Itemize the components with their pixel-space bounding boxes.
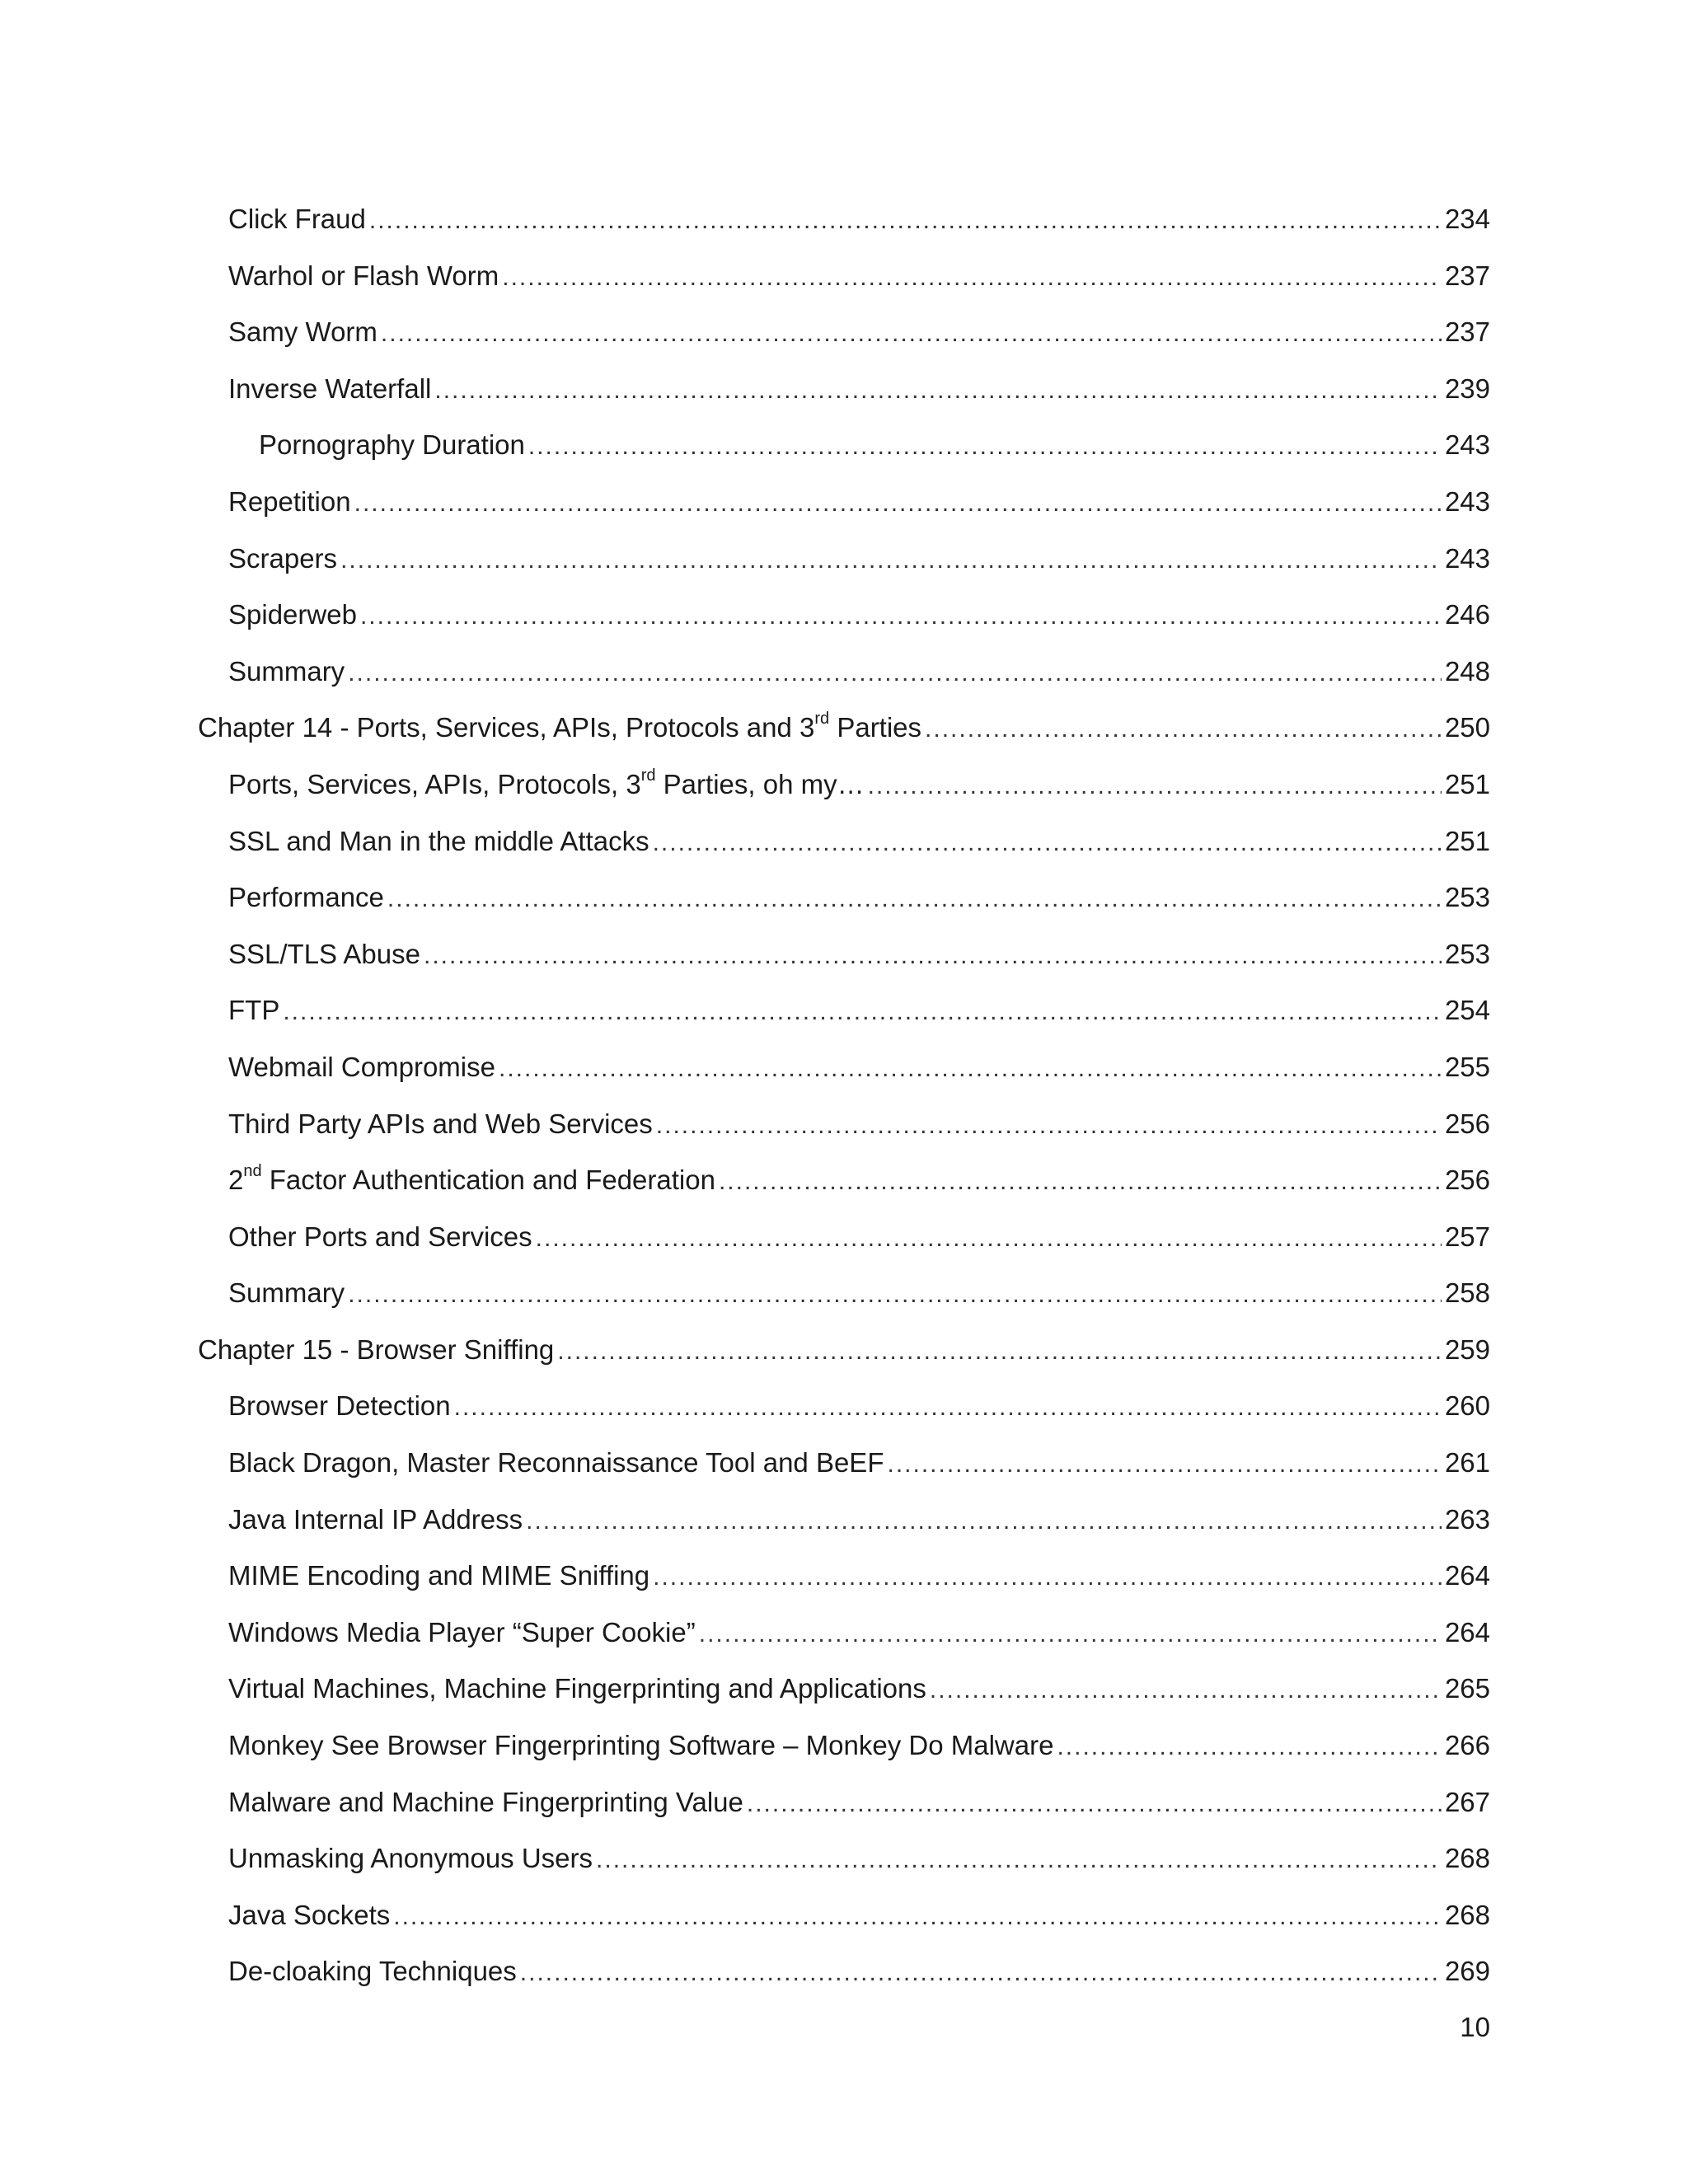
toc-entry-title-text: De-cloaking Techniques <box>228 1956 517 1987</box>
dot-leader <box>434 363 1442 419</box>
toc-entry-title-text: Malware and Machine Fingerprinting Value <box>228 1786 743 1817</box>
toc-entry-page-number: 250 <box>1444 712 1490 743</box>
toc-entry-title-text: Java Sockets <box>228 1899 391 1930</box>
toc-entry-page-number: 237 <box>1444 260 1490 291</box>
toc-entry-title <box>228 191 369 248</box>
toc-entry-page-number: 268 <box>1444 1899 1490 1930</box>
toc-entry-superscript: rd <box>814 710 830 729</box>
dot-leader <box>348 1267 1442 1324</box>
dot-leader <box>653 815 1442 872</box>
toc-entry-title <box>228 1378 454 1435</box>
toc-entry-title-text: Chapter 15 - Browser Sniffing <box>198 1333 555 1365</box>
toc-entry-title-text: Monkey See Browser Fingerprinting Software – Monkey Do Malware <box>228 1730 1054 1761</box>
dot-leader <box>653 1549 1442 1606</box>
toc-entry-page-number: 256 <box>1444 1108 1490 1139</box>
dot-leader <box>719 1154 1442 1211</box>
toc-entry[interactable] <box>198 982 1490 1039</box>
toc-chapter-entry[interactable] <box>198 700 1490 757</box>
toc-entry-page-number: 243 <box>1444 485 1490 517</box>
toc-entry[interactable] <box>198 361 1490 418</box>
dot-leader <box>381 306 1442 363</box>
toc-entry[interactable] <box>198 757 1490 813</box>
toc-entry-page-number: 256 <box>1444 1165 1490 1196</box>
toc-entry[interactable] <box>198 1887 1490 1944</box>
dot-leader <box>656 1098 1442 1155</box>
toc-entry-page-number: 237 <box>1444 316 1490 348</box>
toc-entry-page-number: 261 <box>1444 1447 1490 1479</box>
toc-entry-title-text: Summary <box>228 1277 345 1309</box>
toc-entry-title-text: Click Fraud <box>228 204 366 234</box>
toc-entry-title-text: Samy Worm <box>228 316 377 348</box>
toc-entry-title-text: Windows Media Player “Super Cookie” <box>228 1616 696 1647</box>
toc-entry-title-text: 2 <box>228 1165 244 1196</box>
toc-entry-page-number: 239 <box>1444 373 1490 404</box>
toc-entry-title <box>198 1322 557 1379</box>
toc-entry-page-number: 265 <box>1444 1673 1490 1704</box>
toc-entry-title-text: Third Party APIs and Web Services <box>228 1108 653 1139</box>
toc-entry[interactable] <box>198 1096 1490 1153</box>
dot-leader <box>502 250 1442 307</box>
toc-entry-page-number: 243 <box>1444 542 1490 574</box>
toc-entry-title <box>228 1887 393 1944</box>
toc-entry[interactable] <box>198 644 1490 701</box>
toc-entry-title <box>228 869 387 926</box>
toc-entry-page-number: 254 <box>1444 995 1490 1026</box>
toc-entry-superscript: nd <box>243 1162 262 1181</box>
dot-leader <box>557 1324 1442 1380</box>
toc-entry[interactable] <box>198 1943 1490 2000</box>
toc-entry-title <box>228 361 434 418</box>
toc-entry-title <box>228 531 340 588</box>
dot-leader <box>1057 1719 1442 1776</box>
dot-leader <box>348 645 1442 702</box>
toc-entry-title <box>228 1548 653 1605</box>
toc-entry-title-text: Pornography Duration <box>259 429 525 461</box>
dot-leader <box>747 1776 1442 1833</box>
toc-entry[interactable] <box>198 1152 1490 1209</box>
toc-entry-title-continued: Parties, oh my… <box>655 768 865 799</box>
toc-entry-title-continued: Parties <box>829 712 922 743</box>
dot-leader <box>424 928 1442 985</box>
dot-leader <box>283 984 1442 1041</box>
toc-entry[interactable] <box>198 1378 1490 1435</box>
dot-leader <box>526 1493 1442 1550</box>
toc-entry-title <box>198 700 925 757</box>
toc-entry-page-number: 234 <box>1444 204 1490 234</box>
toc-entry-title <box>259 417 528 474</box>
toc-entry-title <box>228 1492 526 1549</box>
toc-entry-title-text: Virtual Machines, Machine Fingerprinting and Applications <box>228 1673 926 1704</box>
toc-entry[interactable] <box>198 191 1490 248</box>
toc-entry[interactable] <box>198 1492 1490 1549</box>
toc-entry-title-text: Repetition <box>228 485 351 517</box>
toc-entry[interactable] <box>198 417 1490 474</box>
toc-entry-page-number: 246 <box>1444 599 1490 630</box>
toc-entry[interactable] <box>198 1548 1490 1605</box>
toc-entry-title <box>228 1096 656 1153</box>
toc-entry-page-number: 260 <box>1444 1390 1490 1422</box>
dot-leader <box>354 476 1442 532</box>
toc-entry-title-text: Other Ports and Services <box>228 1221 532 1252</box>
dot-leader <box>887 1436 1441 1493</box>
toc-entry-title-text: MIME Encoding and MIME Sniffing <box>228 1560 650 1591</box>
toc-entry-title-text: Summary <box>228 655 345 687</box>
toc-entry[interactable] <box>198 1209 1490 1266</box>
dot-leader <box>925 701 1442 758</box>
table-of-contents <box>198 191 1490 2000</box>
toc-entry-page-number: 263 <box>1444 1503 1490 1535</box>
toc-entry[interactable] <box>198 1830 1490 1887</box>
toc-entry-page-number: 253 <box>1444 938 1490 969</box>
toc-entry-title-text: Inverse Waterfall <box>228 373 432 404</box>
toc-entry-title-text: SSL/TLS Abuse <box>228 938 420 969</box>
toc-entry-title <box>228 926 424 983</box>
toc-entry[interactable] <box>198 1774 1490 1831</box>
dot-leader <box>499 1041 1442 1098</box>
toc-entry-title <box>228 1661 930 1718</box>
toc-entry[interactable] <box>198 587 1490 644</box>
toc-entry-title <box>228 304 381 361</box>
toc-entry-title <box>228 474 354 531</box>
toc-entry-title-text: SSL and Man in the middle Attacks <box>228 825 649 856</box>
toc-entry-page-number: 264 <box>1444 1616 1490 1647</box>
toc-entry-title-text: Java Internal IP Address <box>228 1503 523 1535</box>
toc-entry-title <box>228 1209 536 1266</box>
toc-entry-page-number: 259 <box>1444 1333 1490 1365</box>
toc-entry-title-text: Performance <box>228 882 384 913</box>
toc-entry-title-text: FTP <box>228 995 280 1026</box>
toc-entry-superscript: rd <box>640 766 656 785</box>
toc-entry[interactable] <box>198 1605 1490 1661</box>
toc-entry-title-text: Warhol or Flash Worm <box>228 260 499 291</box>
dot-leader <box>699 1606 1442 1663</box>
toc-entry-page-number: 255 <box>1444 1051 1490 1082</box>
toc-entry-title <box>228 1943 520 2000</box>
toc-entry[interactable] <box>198 813 1490 870</box>
toc-entry-page-number: 264 <box>1444 1560 1490 1591</box>
toc-entry-page-number: 258 <box>1444 1277 1490 1309</box>
toc-entry-title <box>228 248 502 305</box>
toc-entry-title-continued: Factor Authentication and Federation <box>261 1165 715 1196</box>
toc-entry-title <box>228 1039 499 1096</box>
dot-leader <box>340 532 1442 589</box>
toc-entry-title <box>228 1718 1057 1774</box>
dot-leader <box>596 1832 1442 1889</box>
toc-entry-title <box>228 1435 887 1492</box>
toc-entry-title <box>228 1605 699 1661</box>
toc-chapter-entry[interactable] <box>198 1322 1490 1379</box>
toc-entry-title <box>228 644 348 701</box>
toc-entry[interactable] <box>198 1265 1490 1322</box>
toc-entry-page-number: 269 <box>1444 1956 1490 1987</box>
toc-entry-page-number: 251 <box>1444 825 1490 856</box>
toc-entry[interactable] <box>198 248 1490 305</box>
toc-entry[interactable] <box>198 926 1490 983</box>
dot-leader <box>387 871 1442 928</box>
toc-entry-page-number: 266 <box>1444 1730 1490 1761</box>
dot-leader <box>528 419 1442 476</box>
dot-leader <box>360 588 1442 645</box>
dot-leader <box>868 758 1442 815</box>
toc-entry-title <box>228 587 360 644</box>
toc-entry[interactable] <box>198 474 1490 531</box>
toc-entry-page-number: 243 <box>1444 429 1490 461</box>
toc-entry-title-text: Unmasking Anonymous Users <box>228 1843 593 1874</box>
dot-leader <box>930 1662 1442 1719</box>
dot-leader <box>393 1889 1442 1946</box>
toc-entry-title <box>228 982 283 1039</box>
toc-entry-page-number: 251 <box>1444 768 1490 799</box>
toc-entry-title-text: Browser Detection <box>228 1390 451 1422</box>
toc-entry-title <box>228 1830 596 1887</box>
dot-leader <box>454 1380 1442 1436</box>
toc-entry-page-number: 248 <box>1444 655 1490 687</box>
toc-entry-title-text: Spiderweb <box>228 599 357 630</box>
toc-entry[interactable] <box>198 869 1490 926</box>
dot-leader <box>369 193 1442 250</box>
toc-entry[interactable] <box>198 1039 1490 1096</box>
toc-entry[interactable] <box>198 1718 1490 1774</box>
dot-leader <box>536 1211 1442 1268</box>
toc-entry-title-text: Ports, Services, APIs, Protocols, 3 <box>228 768 641 799</box>
toc-entry-title <box>228 757 868 813</box>
toc-entry-title <box>228 813 653 870</box>
toc-entry-title-text: Black Dragon, Master Reconnaissance Tool and BeEF <box>228 1447 884 1479</box>
toc-entry-page-number: 253 <box>1444 882 1490 913</box>
toc-entry-title <box>228 1265 348 1322</box>
toc-entry-title-text: Scrapers <box>228 542 338 574</box>
toc-entry[interactable] <box>198 304 1490 361</box>
toc-entry-title <box>228 1152 719 1209</box>
toc-entry-title-text: Chapter 14 - Ports, Services, APIs, Protocols and 3 <box>198 712 815 743</box>
toc-entry-page-number: 267 <box>1444 1786 1490 1817</box>
toc-entry-title-text: Webmail Compromise <box>228 1051 495 1082</box>
toc-entry-page-number: 257 <box>1444 1221 1490 1252</box>
toc-entry[interactable] <box>198 1435 1490 1492</box>
toc-entry-page-number: 268 <box>1444 1843 1490 1874</box>
toc-entry-title <box>228 1774 747 1831</box>
toc-entry[interactable] <box>198 1661 1490 1718</box>
toc-entry[interactable] <box>198 531 1490 588</box>
page-number: 10 <box>1460 2012 1490 2042</box>
dot-leader <box>520 1945 1442 2002</box>
